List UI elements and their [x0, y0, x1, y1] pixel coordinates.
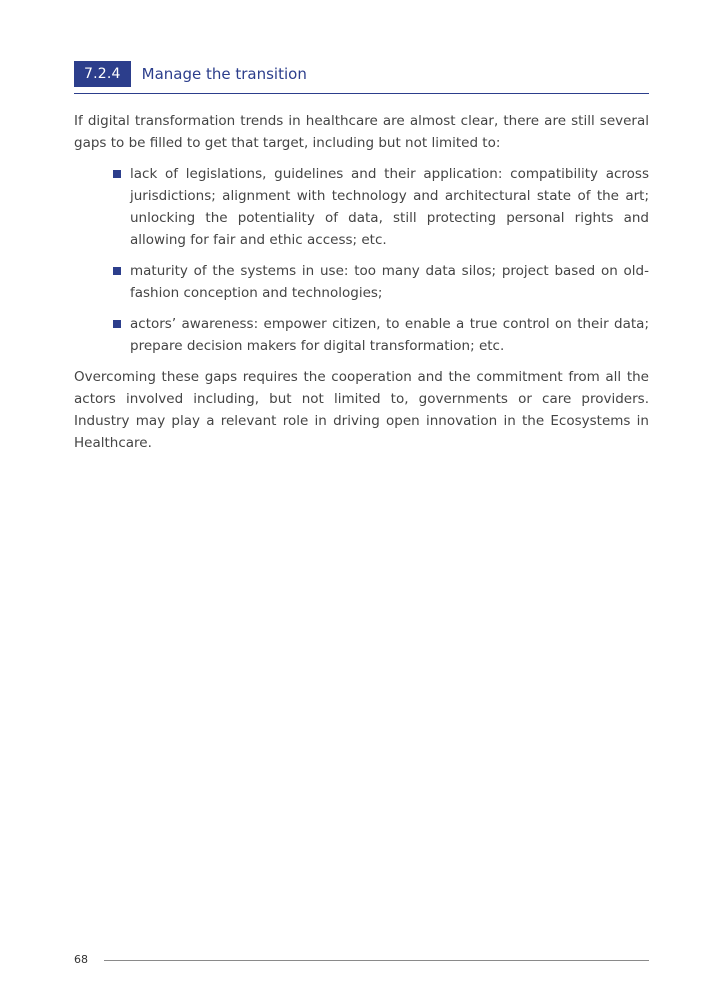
bullet-text: actors’ awareness: empower citizen, to enable a true control on their data; prepare decision makers for digital transformation; etc. — [130, 316, 649, 354]
square-bullet-icon — [113, 267, 121, 275]
bullet-item — [130, 163, 649, 251]
bullet-text: maturity of the systems in use: too many data silos; project based on old-fashion conception and technologies; — [130, 263, 649, 301]
bullet-item — [130, 260, 649, 304]
square-bullet-icon — [113, 320, 121, 328]
bullet-text: lack of legislations, guidelines and their application: compatibility across jurisdictions; alignment with technology and architectural state of the art; unlocking the potentiality of data, still protecting personal rights and allowing for fair and ethic access; etc. — [130, 166, 649, 248]
heading-divider — [74, 93, 649, 94]
page-number: 68 — [74, 953, 88, 966]
body-content — [74, 110, 649, 454]
section-heading — [74, 61, 649, 87]
footer-divider — [104, 960, 649, 961]
bullet-item — [130, 313, 649, 357]
intro-paragraph: If digital transformation trends in healthcare are almost clear, there are still several gaps to be filled to get that target, including but not limited to: — [74, 113, 649, 151]
section-title: Manage the transition — [141, 65, 307, 83]
bullet-list — [74, 163, 649, 357]
square-bullet-icon — [113, 170, 121, 178]
conclusion-paragraph: Overcoming these gaps requires the cooperation and the commitment from all the actors involved including, but not limited to, governments or care providers. Industry may play a relevant role in driving open innovation in the Ecosystems in Healthcare. — [74, 369, 649, 451]
section-number: 7.2.4 — [74, 61, 131, 87]
